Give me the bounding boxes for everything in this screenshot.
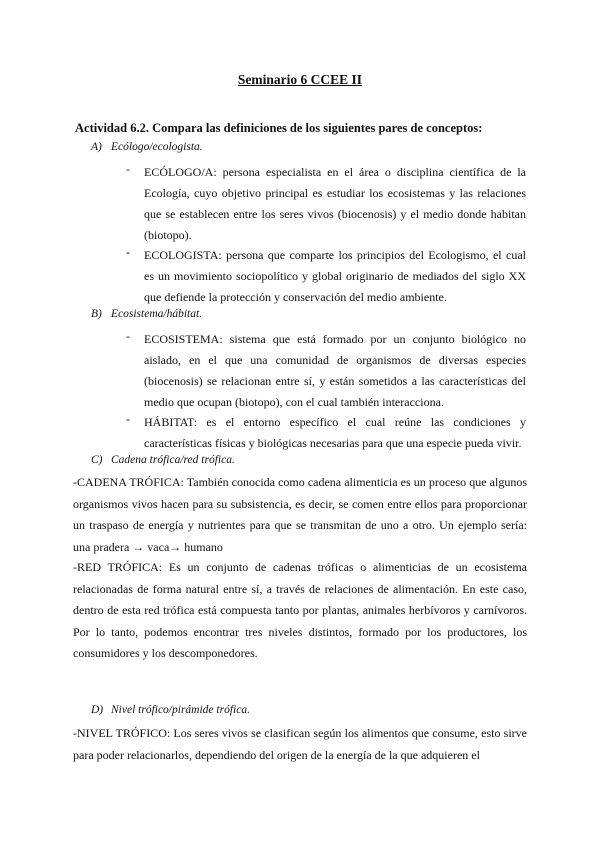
- paragraph-cadena-trofica: -CADENA TRÓFICA: También conocida como cadena alimenticia es un proceso que algunos organismos vivos hacen para su subsistencia, es decir, se comen entre ellos para proporcionar un traspaso de energía y nutrientes para que se transmitan de uno a otro. Un ejemplo sería: una pradera → vaca→ humano: [73, 475, 527, 554]
- paragraph-red-trofica: -RED TRÓFICA: Es un conjunto de cadenas tróficas o alimenticias de un ecosistema relacionadas de forma natural entre sí, a través de relaciones de alimentación. En este caso, dentro de esta red trófica está compuesta tanto por plantas, animales herbívoros y carnívoros. Por lo tanto, podemos encontrar tres niveles distintos, formado por los productores, los consumidores y los descomponedores.: [73, 560, 527, 660]
- section-title: Cadena trófica/red trófica.: [111, 454, 235, 466]
- bullet-dash: -: [126, 245, 130, 259]
- section-letter: A): [91, 141, 102, 153]
- section-d-heading: [91, 704, 250, 716]
- section-a-heading: [91, 141, 203, 153]
- section-letter: D): [91, 704, 104, 716]
- bullet-text: HÁBITAT: es el entorno específico el cual reúne las condiciones y características físicas y biológicas necesarias para que una especie pueda vivir.: [144, 415, 526, 450]
- section-title: Nivel trófico/pirámide trófica.: [111, 704, 250, 716]
- section-title: Ecólogo/ecologista.: [111, 141, 203, 153]
- bullet-text: ECÓLOGO/A: persona especialista en el área o disciplina científica de la Ecología, cuyo objetivo principal es estudiar los ecosistemas y las relaciones que se establecen entre los seres vivos (biocenosis) y el medio donde habitan (biotopo).: [144, 165, 526, 242]
- section-b-heading: [91, 308, 202, 320]
- section-letter: C): [91, 454, 103, 466]
- section-c-heading: [91, 454, 235, 466]
- bullet-text: ECOSISTEMA: sistema que está formado por un conjunto biológico no aislado, en el que una comunidad de organismos de diversas especies (biocenosis) se relacionan entre sí, y están sometidos a las características del medio que ocupan (biotopo), con el cual también interacciona.: [144, 332, 526, 409]
- activity-heading: Actividad 6.2. Compara las definiciones de los siguientes pares de conceptos:: [75, 121, 483, 135]
- section-letter: B): [91, 308, 102, 320]
- paragraph-nivel-trofico: -NIVEL TRÓFICO: Los seres vivos se clasifican según los alimentos que consume, esto sirve para poder relacionarlos, dependiendo del origen de la energía de la que adquieren el: [73, 726, 527, 762]
- bullet-text: ECOLOGISTA: persona que comparte los principios del Ecologismo, el cual es un movimiento sociopolítico y global originario de mediados del siglo XX que defiende la protección y conservación del medio ambiente.: [144, 248, 526, 304]
- section-title: Ecosistema/hábitat.: [111, 308, 203, 320]
- page-title: Seminario 6 CCEE II: [237, 72, 363, 87]
- bullet-dash: -: [126, 329, 130, 343]
- bullet-dash: -: [126, 162, 130, 176]
- bullet-dash: -: [126, 412, 130, 426]
